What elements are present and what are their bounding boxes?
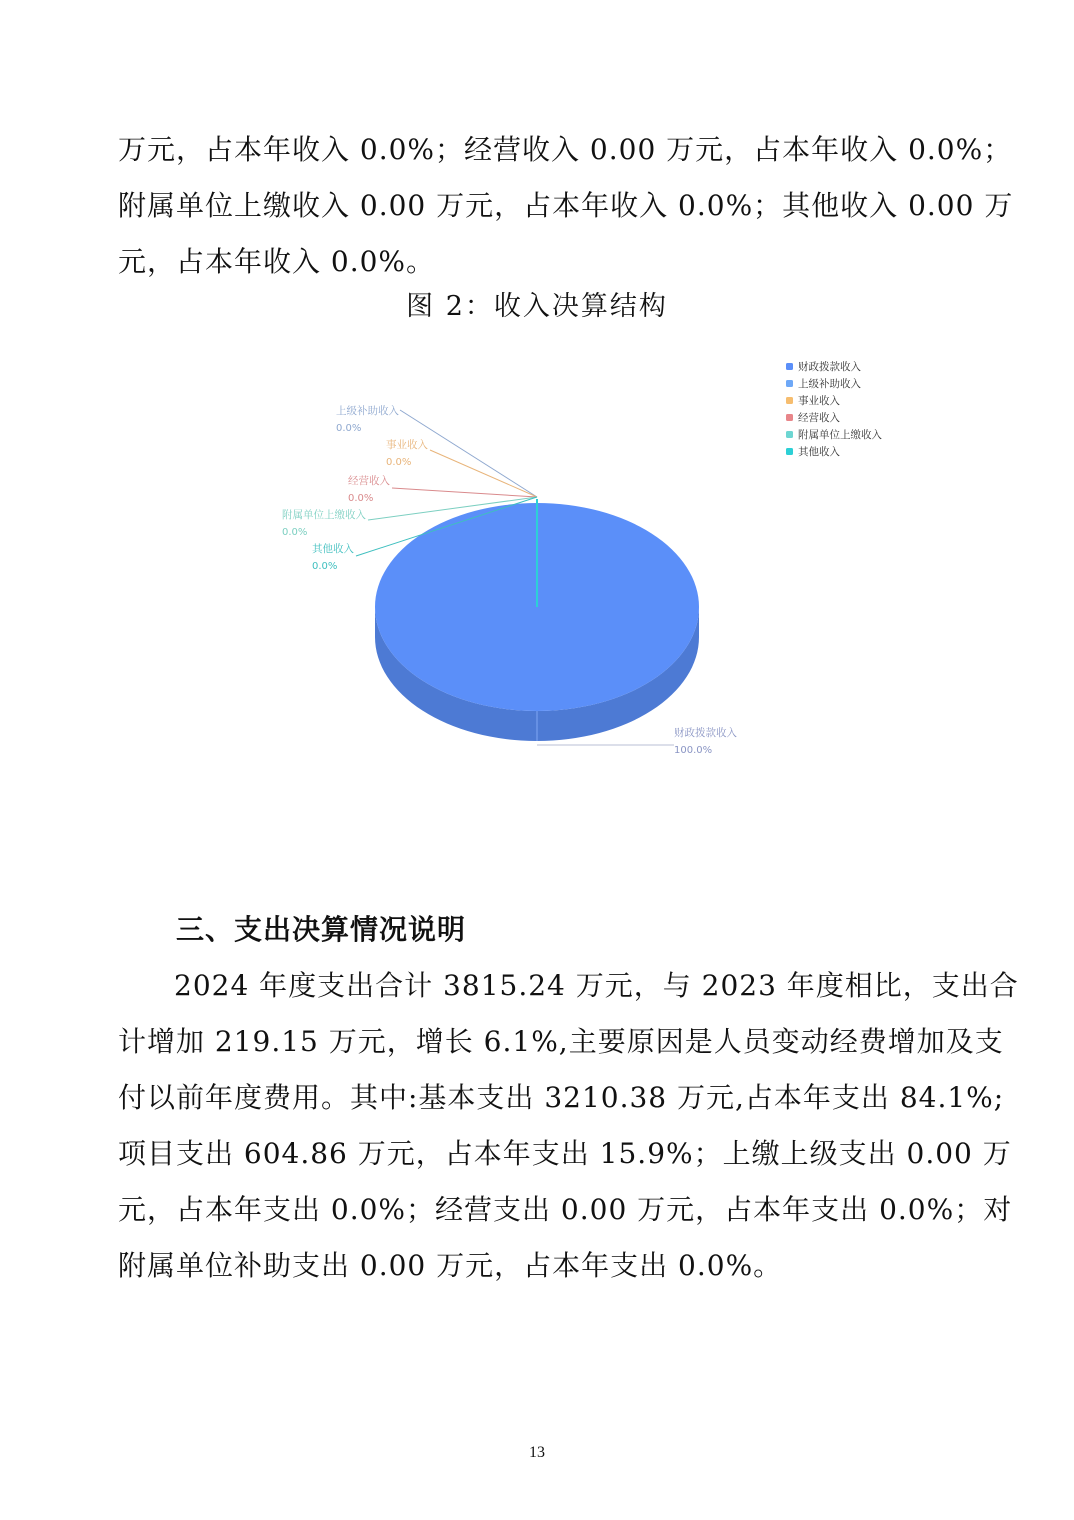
text-line: 附属单位补助支出 0.00 万元，占本年支出 0.0%。 bbox=[118, 1249, 783, 1282]
pie-layer bbox=[375, 499, 699, 741]
legend-swatch bbox=[786, 414, 793, 421]
slice-label: 经营收入 bbox=[348, 475, 390, 487]
expense-paragraph bbox=[118, 958, 1019, 1294]
slice-label: 附属单位上缴收入 bbox=[282, 509, 366, 521]
slice-value-label: 0.0% bbox=[336, 423, 362, 434]
legend-label: 上级补助收入 bbox=[798, 378, 861, 390]
legend-label: 事业收入 bbox=[798, 395, 840, 407]
text-line: 万元，占本年收入 0.0%；经营收入 0.00 万元，占本年收入 0.0%； bbox=[118, 133, 1013, 166]
leader-line bbox=[400, 410, 537, 497]
slice-label: 上级补助收入 bbox=[336, 405, 399, 417]
chart-legend bbox=[786, 358, 882, 460]
text-line: 项目支出 604.86 万元，占本年支出 15.9%；上缴上级支出 0.00 万 bbox=[118, 1137, 1012, 1170]
legend-swatch bbox=[786, 363, 793, 370]
intro-paragraph bbox=[118, 122, 1014, 290]
slice-value-label: 0.0% bbox=[282, 527, 308, 538]
legend-item[interactable] bbox=[786, 409, 882, 426]
legend-item[interactable] bbox=[786, 392, 882, 409]
text-line: 附属单位上缴收入 0.00 万元，占本年收入 0.0%；其他收入 0.00 万 bbox=[118, 189, 1014, 222]
slice-value-label: 0.0% bbox=[348, 493, 374, 504]
legend-swatch bbox=[786, 380, 793, 387]
slice-value-label: 0.0% bbox=[312, 561, 338, 572]
text-line: 2024 年度支出合计 3815.24 万元，与 2023 年度相比，支出合 bbox=[174, 969, 1019, 1002]
legend-swatch bbox=[786, 397, 793, 404]
legend-swatch bbox=[786, 448, 793, 455]
legend-label: 经营收入 bbox=[798, 412, 840, 424]
text-line: 元，占本年支出 0.0%；经营支出 0.00 万元，占本年支出 0.0%；对 bbox=[118, 1193, 1013, 1226]
slice-value-label: 0.0% bbox=[386, 457, 412, 468]
legend-item[interactable] bbox=[786, 358, 882, 375]
leader-line bbox=[430, 450, 537, 497]
slice-label: 其他收入 bbox=[312, 543, 354, 555]
text-line: 计增加 219.15 万元，增长 6.1%,主要原因是人员变动经费增加及支 bbox=[118, 1025, 1004, 1058]
legend-label: 附属单位上缴收入 bbox=[798, 429, 882, 441]
leader-line bbox=[392, 488, 537, 497]
legend-swatch bbox=[786, 431, 793, 438]
slice-label: 事业收入 bbox=[386, 439, 428, 451]
figure-title: 图 2：收入决算结构 bbox=[406, 291, 668, 322]
section-heading: 三、支出决算情况说明 bbox=[176, 913, 467, 946]
legend-item[interactable] bbox=[786, 375, 882, 392]
text-line: 元，占本年收入 0.0%。 bbox=[118, 245, 436, 278]
page-number: 13 bbox=[529, 1444, 545, 1461]
legend-item[interactable] bbox=[786, 443, 882, 460]
pie-chart bbox=[0, 340, 1074, 780]
slice-value-label: 100.0% bbox=[674, 745, 713, 756]
legend-label: 财政拨款收入 bbox=[798, 361, 861, 373]
legend-label: 其他收入 bbox=[798, 446, 840, 458]
text-line: 付以前年度费用。其中:基本支出 3210.38 万元,占本年支出 84.1%; bbox=[118, 1081, 1005, 1114]
legend-item[interactable] bbox=[786, 426, 882, 443]
slice-label: 财政拨款收入 bbox=[674, 727, 737, 739]
